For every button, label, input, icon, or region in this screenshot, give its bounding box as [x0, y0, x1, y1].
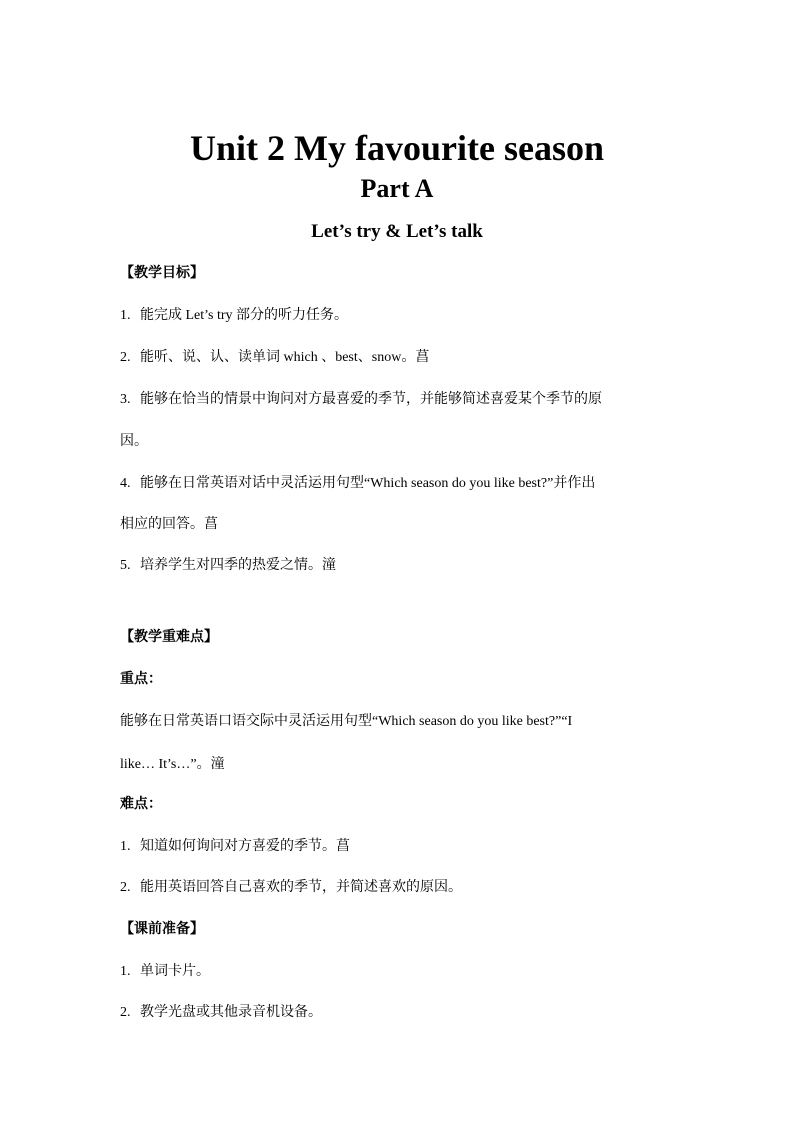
- objective-item: [120, 348, 680, 368]
- page-title: Unit 2 My favourite season: [190, 128, 604, 168]
- lesson-title: Let’s try & Let’s talk: [311, 221, 483, 242]
- difficulty-label: 难点：: [120, 797, 162, 812]
- item-text: 能用英语回答自己喜欢的季节，并简述喜欢的原因。: [140, 880, 462, 895]
- objective-item: [120, 556, 680, 576]
- item-text: 单词卡片。: [140, 964, 210, 979]
- item-number: 3.: [120, 392, 131, 407]
- item-text: 能完成 Let’s try 部分的听力任务。: [140, 308, 349, 323]
- item-text: 培养学生对四季的热爱之情。潼: [140, 558, 336, 573]
- focus-text: 能够在日常英语口语交际中灵活运用句型“Which season do you like best?”“I: [120, 714, 573, 729]
- focus-label: 重点：: [120, 672, 162, 687]
- objective-item: [120, 390, 680, 410]
- item-text: 知道如何询问对方喜爱的季节。菖: [140, 839, 350, 854]
- item-number: 1.: [120, 964, 131, 979]
- item-number: 4.: [120, 476, 131, 491]
- item-number: 5.: [120, 558, 131, 573]
- objective-item-continuation: 因。: [120, 434, 148, 449]
- preparation-heading: 【课前准备】: [120, 922, 204, 937]
- item-text: 能听、说、认、读单词 which 、best、snow。菖: [140, 350, 430, 365]
- item-number: 2.: [120, 880, 131, 895]
- focus-text-continuation: like… It’s…”。潼: [120, 757, 225, 772]
- item-number: 1.: [120, 839, 131, 854]
- item-number: 2.: [120, 350, 131, 365]
- difficulty-item: [120, 878, 680, 898]
- item-number: 2.: [120, 1005, 131, 1020]
- item-number: 1.: [120, 308, 131, 323]
- objective-item: [120, 474, 680, 494]
- objectives-heading: 【教学目标】: [120, 266, 204, 281]
- preparation-item: [120, 1003, 680, 1023]
- objective-item: [120, 306, 680, 326]
- difficulty-item: [120, 837, 680, 857]
- page-subtitle: Part A: [360, 174, 434, 203]
- item-text: 教学光盘或其他录音机设备。: [140, 1005, 322, 1020]
- item-text: 能够在恰当的情景中询问对方最喜爱的季节，并能够简述喜爱某个季节的原: [140, 392, 602, 407]
- key-points-heading: 【教学重难点】: [120, 630, 218, 645]
- item-text: 能够在日常英语对话中灵活运用句型“Which season do you like best?”并作出: [140, 476, 596, 491]
- preparation-item: [120, 962, 680, 982]
- objective-item-continuation: 相应的回答。菖: [120, 517, 218, 532]
